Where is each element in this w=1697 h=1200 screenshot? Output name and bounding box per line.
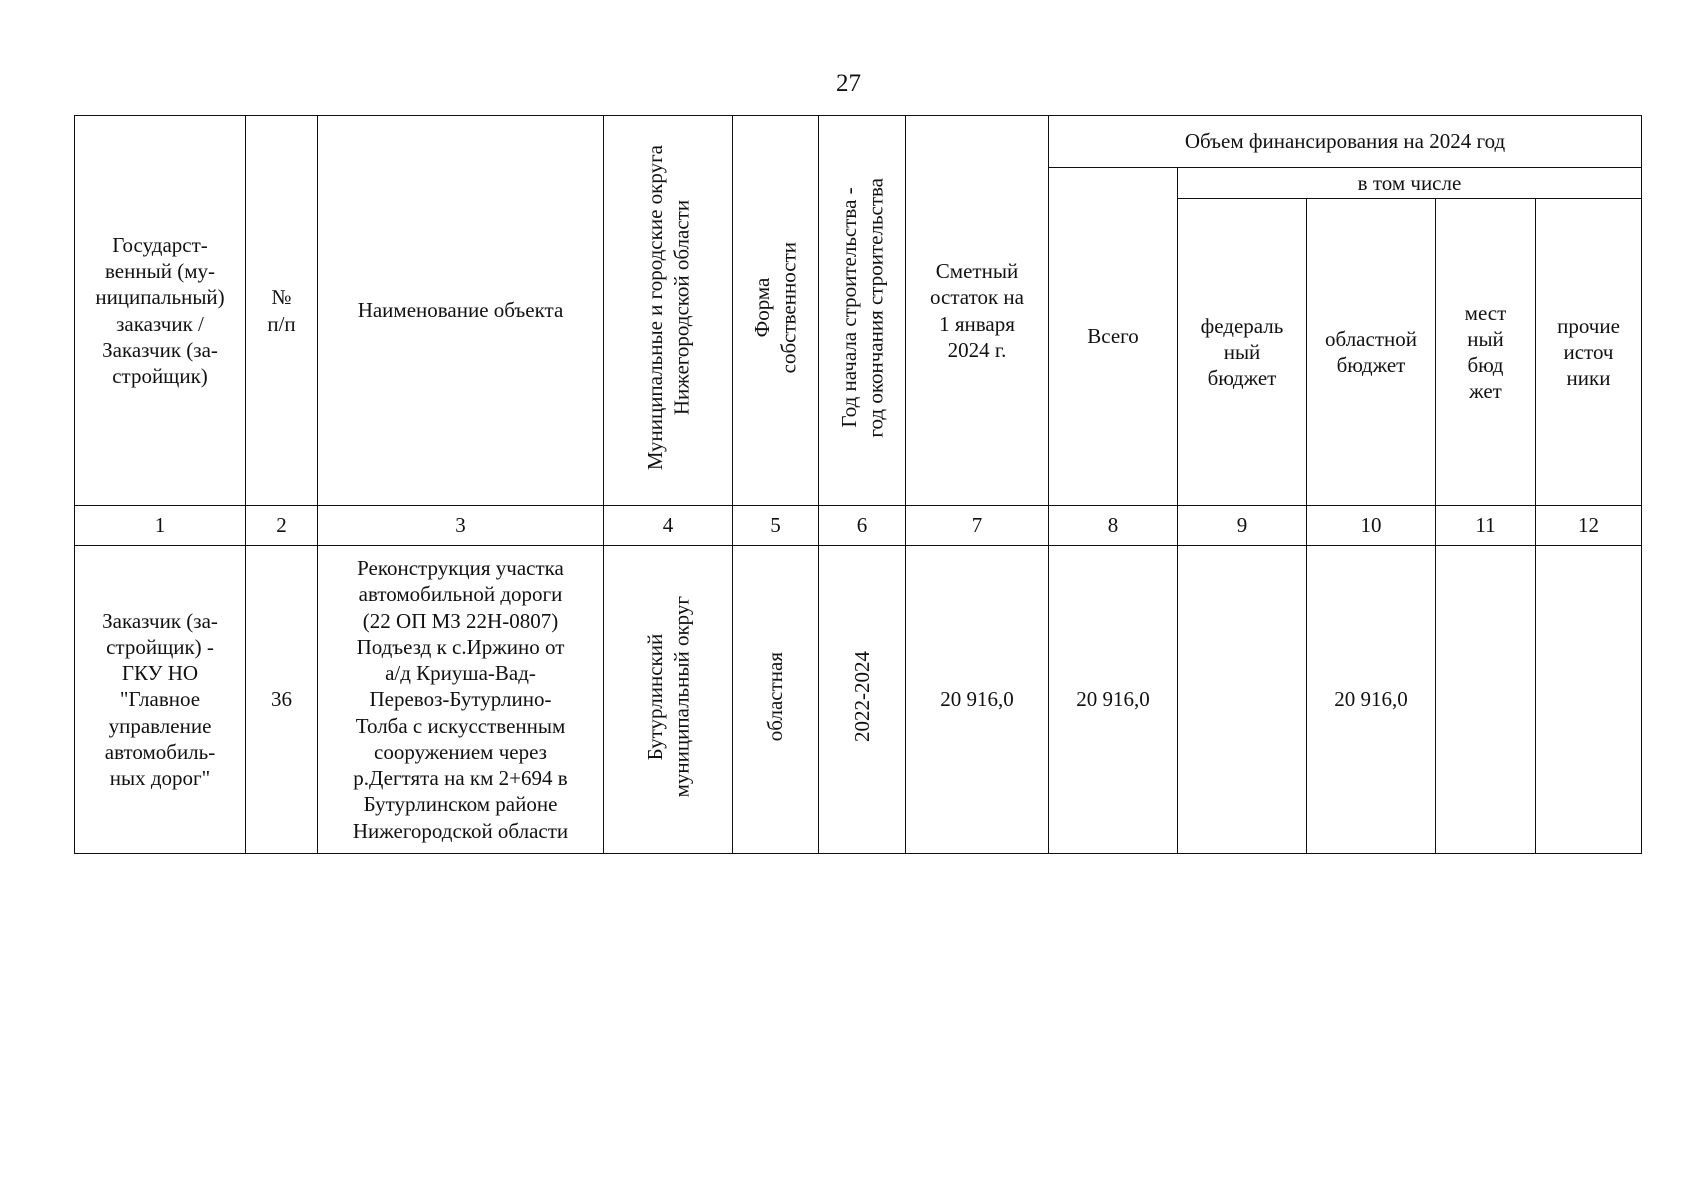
header-local: мест ный бюд жет [1436,199,1536,506]
cell-municipality [604,546,733,854]
header-row [75,116,1642,168]
column-number: 6 [819,506,906,546]
header-customer: Государст- венный (му- ниципальный) заказчик / Заказчик (за- стройщик) [75,116,246,506]
column-number: 2 [246,506,318,546]
header-estimate: Сметный остаток на 1 января 2024 г. [906,116,1049,506]
header-funding-group: Объем финансирования на 2024 год [1049,116,1642,168]
header-years [819,116,906,506]
header-municipality-text: Муниципальные и городские округа Нижегородской области [642,144,693,470]
cell-number: 36 [246,546,318,854]
header-ownership-text: Форма собственности [750,241,801,374]
page-number: 27 [836,70,861,97]
table-row [75,546,1642,854]
header-other: прочие источ ники [1536,199,1642,506]
cell-years [819,546,906,854]
column-number: 10 [1307,506,1436,546]
column-number: 7 [906,506,1049,546]
header-regional: областной бюджет [1307,199,1436,506]
header-municipality [604,116,733,506]
column-number: 11 [1436,506,1536,546]
header-number: № п/п [246,116,318,506]
header-including: в том числе [1178,168,1642,199]
column-number: 5 [733,506,819,546]
cell-ownership-text: областная [763,651,788,741]
cell-customer: Заказчик (за- стройщик) - ГКУ НО "Главное управление автомобиль- ных дорог" [75,546,246,854]
cell-regional: 20 916,0 [1307,546,1436,854]
column-number: 4 [604,506,733,546]
header-total: Всего [1049,168,1178,506]
cell-years-text: 2022-2024 [849,650,874,742]
column-number: 1 [75,506,246,546]
cell-local [1436,546,1536,854]
header-ownership [733,116,819,506]
column-number-row [75,506,1642,546]
cell-municipality-text: Бутурлинский муниципальный округ [642,595,693,798]
column-number: 12 [1536,506,1642,546]
cell-other [1536,546,1642,854]
header-federal: федераль ный бюджет [1178,199,1307,506]
column-number: 8 [1049,506,1178,546]
cell-ownership [733,546,819,854]
header-years-text: Год начала строительства - год окончания строительства [836,177,887,438]
column-number: 9 [1178,506,1307,546]
cell-estimate: 20 916,0 [906,546,1049,854]
cell-total: 20 916,0 [1049,546,1178,854]
cell-federal [1178,546,1307,854]
header-object-name: Наименование объекта [318,116,604,506]
financing-table [74,115,1642,854]
cell-object-name: Реконструкция участка автомобильной дороги (22 ОП МЗ 22Н-0807) Подъезд к с.Иржино от а/д Криуша-Вад- Перевоз-Бутурлино- Толба с искусственным сооружением через р.Дегтята на км 2+694 в Бутурлинском районе Нижегородской области [318,546,604,854]
column-number: 3 [318,506,604,546]
